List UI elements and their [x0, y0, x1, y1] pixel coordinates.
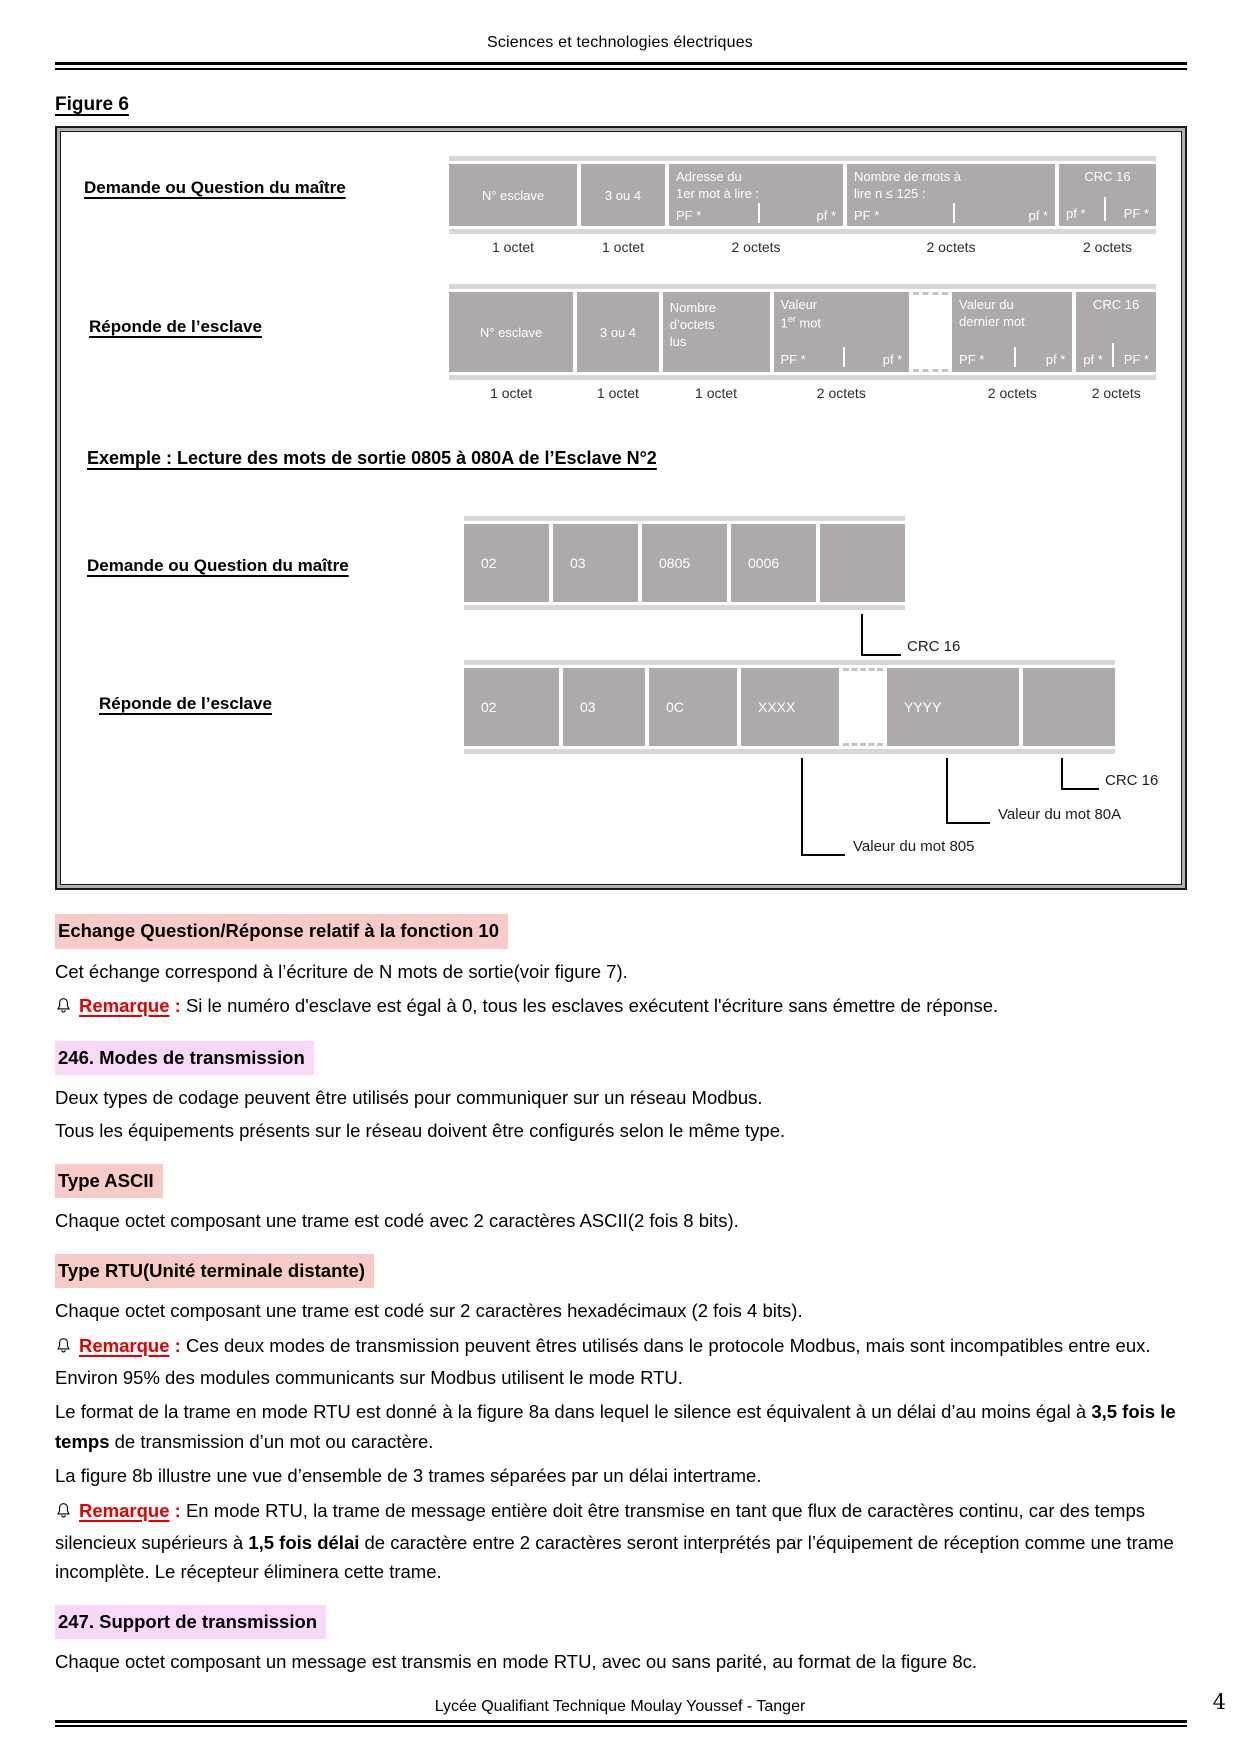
byte-divider: [758, 203, 760, 223]
frame-cell-slave-number: [449, 292, 573, 372]
frame-cell-last-word-value: [952, 292, 1072, 372]
paragraph: Cet échange correspond à l’écriture de N mots de sortie(voir figure 7).: [55, 960, 628, 982]
byte-order-row: PF * pf *: [676, 203, 836, 223]
byte-divider: [1104, 197, 1106, 221]
remark-line: [55, 1331, 1184, 1392]
octet-label: 2 octets: [1082, 239, 1133, 255]
heading-fn10: Echange Question/Réponse relatif à la fonction 10: [55, 914, 508, 949]
example-ellipsis-gap: [843, 668, 883, 746]
byte-order-row: pf * PF *: [1083, 343, 1149, 367]
bold-text: 3,5 fois le temps: [55, 1401, 1176, 1452]
paragraph: Chaque octet composant une trame est codé avec 2 caractères ASCII(2 fois 8 bits).: [55, 1210, 739, 1232]
example-cell-slave: 02: [464, 668, 559, 746]
crc-pointer-line: [1061, 758, 1099, 790]
cell-text: 3 ou 4: [604, 187, 642, 203]
paragraph: La figure 8b illustre une vue d’ensemble de 3 trames séparées par un délai intertrame.: [55, 1465, 762, 1487]
response-frame-label: Réponde de l’esclave: [89, 317, 262, 336]
figure-frame: [55, 126, 1187, 890]
response-frame-diagram: [449, 284, 1156, 401]
bell-icon: [55, 993, 72, 1023]
request-frame-label: Demande ou Question du maître: [84, 178, 346, 197]
bell-icon: [55, 1333, 72, 1363]
frame-cell-byte-count: [663, 292, 770, 372]
cell-title: Adresse du 1er mot à lire :: [676, 169, 760, 201]
bell-icon: [55, 1498, 72, 1528]
divider-bar: [449, 375, 1156, 380]
paragraph: Le format de la trame en mode RTU est donné à la figure 8a dans lequel le silence est équivalent à un délai d’au moins égal à 3,5 fois le temps de transmission d’un mot ou caractère.: [55, 1401, 1176, 1452]
page-number: 4: [1212, 1690, 1226, 1714]
footer-school-name: Lycée Qualifiant Technique Moulay Youssef - Tanger: [434, 1698, 806, 1715]
remark-label: Remarque: [79, 995, 170, 1017]
octet-label: 2 octets: [926, 239, 976, 255]
cell-text: N° esclave: [481, 187, 545, 203]
heading-246: 246. Modes de transmission: [55, 1041, 314, 1076]
remark-colon: :: [169, 1499, 186, 1521]
heading-247: 247. Support de transmission: [55, 1605, 326, 1640]
remark-line: [55, 1496, 1184, 1587]
octet-label: 1 octet: [596, 385, 639, 401]
byte-divider: [953, 203, 955, 223]
request-frame-diagram: [449, 156, 1156, 255]
octet-size-labels: [449, 239, 1156, 255]
divider-bar: [464, 749, 1115, 754]
cell-text: 3 ou 4: [599, 324, 637, 340]
octet-label-spacer: [913, 385, 948, 401]
cell-title: Nombre d’octets lus: [669, 300, 717, 349]
page-footer: [0, 1690, 1240, 1727]
example-response-diagram: [464, 660, 1115, 754]
frame-cell-word-count: [847, 164, 1055, 226]
example-cell-address: 0805: [642, 524, 727, 602]
remark-label: Remarque: [79, 1499, 170, 1521]
frame-ellipsis-gap: [913, 292, 948, 372]
example-cell-first-word: XXXX: [741, 668, 839, 746]
cell-title: CRC 16: [1093, 297, 1140, 312]
frame-cell-function-code: [577, 292, 659, 372]
example-cell-function: 03: [553, 524, 638, 602]
page-header-title: Sciences et technologies électriques: [486, 34, 754, 51]
example-cell-crc: [820, 524, 905, 602]
paragraph: Chaque octet composant une trame est codé sur 2 caractères hexadécimaux (2 fois 4 bits).: [55, 1300, 803, 1322]
remark-line: [55, 991, 1184, 1023]
footer-rule: [55, 1720, 1187, 1727]
cell-title: Valeur du dernier mot: [959, 297, 1025, 329]
remark-text: Si le numéro d'esclave est égal à 0, tous les esclaves exécutent l'écriture sans émettre de réponse.: [185, 995, 999, 1017]
frame-cell-crc: [1076, 292, 1156, 372]
octet-label: 1 octet: [601, 239, 645, 255]
heading-type-rtu: Type RTU(Unité terminale distante): [55, 1254, 374, 1289]
cell-text: N° esclave: [479, 324, 543, 340]
example-cell-byte-count: 0C: [649, 668, 737, 746]
example-request-diagram: [464, 516, 905, 610]
figure-caption: Figure 6: [55, 94, 129, 115]
divider-bar: [449, 229, 1156, 234]
paragraph: Chaque octet composant un message est transmis en mode RTU, avec ou sans parité, au format de la figure 8c.: [55, 1651, 978, 1673]
remark-text: Ces deux modes de transmission peuvent êtres utilisés dans le protocole Modbus, mais sont incompatibles entre eux. Environ 95% des modules communicants sur Modbus utilisent le mode RTU.: [55, 1334, 1151, 1388]
remark-label: Remarque: [79, 1334, 170, 1356]
header-rule: [55, 62, 1187, 70]
word805-annotation: Valeur du mot 805: [853, 838, 975, 855]
cell-title: Valeur 1er mot: [780, 297, 822, 331]
example-cell-last-word: YYYY: [887, 668, 1019, 746]
example-cell-crc: [1023, 668, 1115, 746]
octet-label: 1 octet: [491, 239, 535, 255]
octet-size-labels: [449, 385, 1156, 401]
example-title: Exemple : Lecture des mots de sortie 0805 à 080A de l’Esclave N°2: [87, 448, 657, 468]
frame-cell-function-code: [581, 164, 665, 226]
word805-pointer-line: [801, 758, 845, 856]
byte-divider: [1014, 347, 1016, 367]
crc-annotation: CRC 16: [907, 638, 961, 655]
byte-divider: [1112, 343, 1114, 367]
example-cell-count: 0006: [731, 524, 816, 602]
byte-order-row: PF * pf *: [781, 347, 903, 367]
octet-label: 2 octets: [1091, 385, 1141, 401]
octet-label: 1 octet: [490, 385, 533, 401]
octet-label: 1 octet: [695, 385, 738, 401]
frame-cell-first-word-address: [669, 164, 843, 226]
byte-divider: [843, 347, 845, 367]
remark-text: de caractère entre 2 caractères seront interprétés par l’équipement de réception comme une trame incomplète. Le récepteur éliminera cette trame.: [55, 1531, 1174, 1583]
example-cell-function: 03: [563, 668, 645, 746]
figure-canvas: [60, 131, 1182, 885]
word80a-annotation: Valeur du mot 80A: [998, 806, 1122, 823]
heading-type-ascii: Type ASCII: [55, 1164, 163, 1199]
word80a-pointer-line: [946, 758, 990, 824]
frame-cell-crc: [1059, 164, 1156, 226]
remark-colon: :: [169, 995, 186, 1017]
byte-order-row: PF * pf *: [959, 347, 1065, 367]
bold-text: 1,5 fois délai: [248, 1531, 360, 1553]
cell-title: CRC 16: [1084, 169, 1131, 184]
paragraph: Deux types de codage peuvent être utilisés pour communiquer sur un réseau Modbus.: [55, 1087, 763, 1109]
divider-bar: [464, 516, 905, 521]
crc-annotation: CRC 16: [1105, 772, 1159, 789]
divider-bar: [449, 284, 1156, 289]
octet-label: 2 octets: [816, 385, 866, 401]
example-cell-slave: 02: [464, 524, 549, 602]
divider-bar: [449, 156, 1156, 161]
example-request-label: Demande ou Question du maître: [87, 556, 349, 575]
octet-label: 2 octets: [987, 385, 1037, 401]
remark-colon: :: [169, 1334, 186, 1356]
divider-bar: [464, 660, 1115, 665]
remark-text: En mode RTU, la trame de message entière doit être transmise en tant que flux de caractères continu, car des temps silencieux supérieurs à: [55, 1499, 1145, 1553]
crc-pointer-line: [861, 614, 901, 656]
byte-order-row: PF * pf *: [854, 203, 1048, 223]
byte-order-row: pf * PF *: [1066, 197, 1149, 221]
body-text: [55, 914, 1184, 1677]
example-response-label: Réponde de l’esclave: [99, 694, 272, 713]
paragraph: Tous les équipements présents sur le réseau doivent être configurés selon le même type.: [55, 1119, 786, 1141]
divider-bar: [464, 605, 905, 610]
frame-cell-first-word-value: [774, 292, 910, 372]
frame-cell-slave-number: [449, 164, 577, 226]
octet-label: 2 octets: [731, 239, 781, 255]
cell-title: Nombre de mots à lire n ≤ 125 :: [854, 169, 961, 201]
